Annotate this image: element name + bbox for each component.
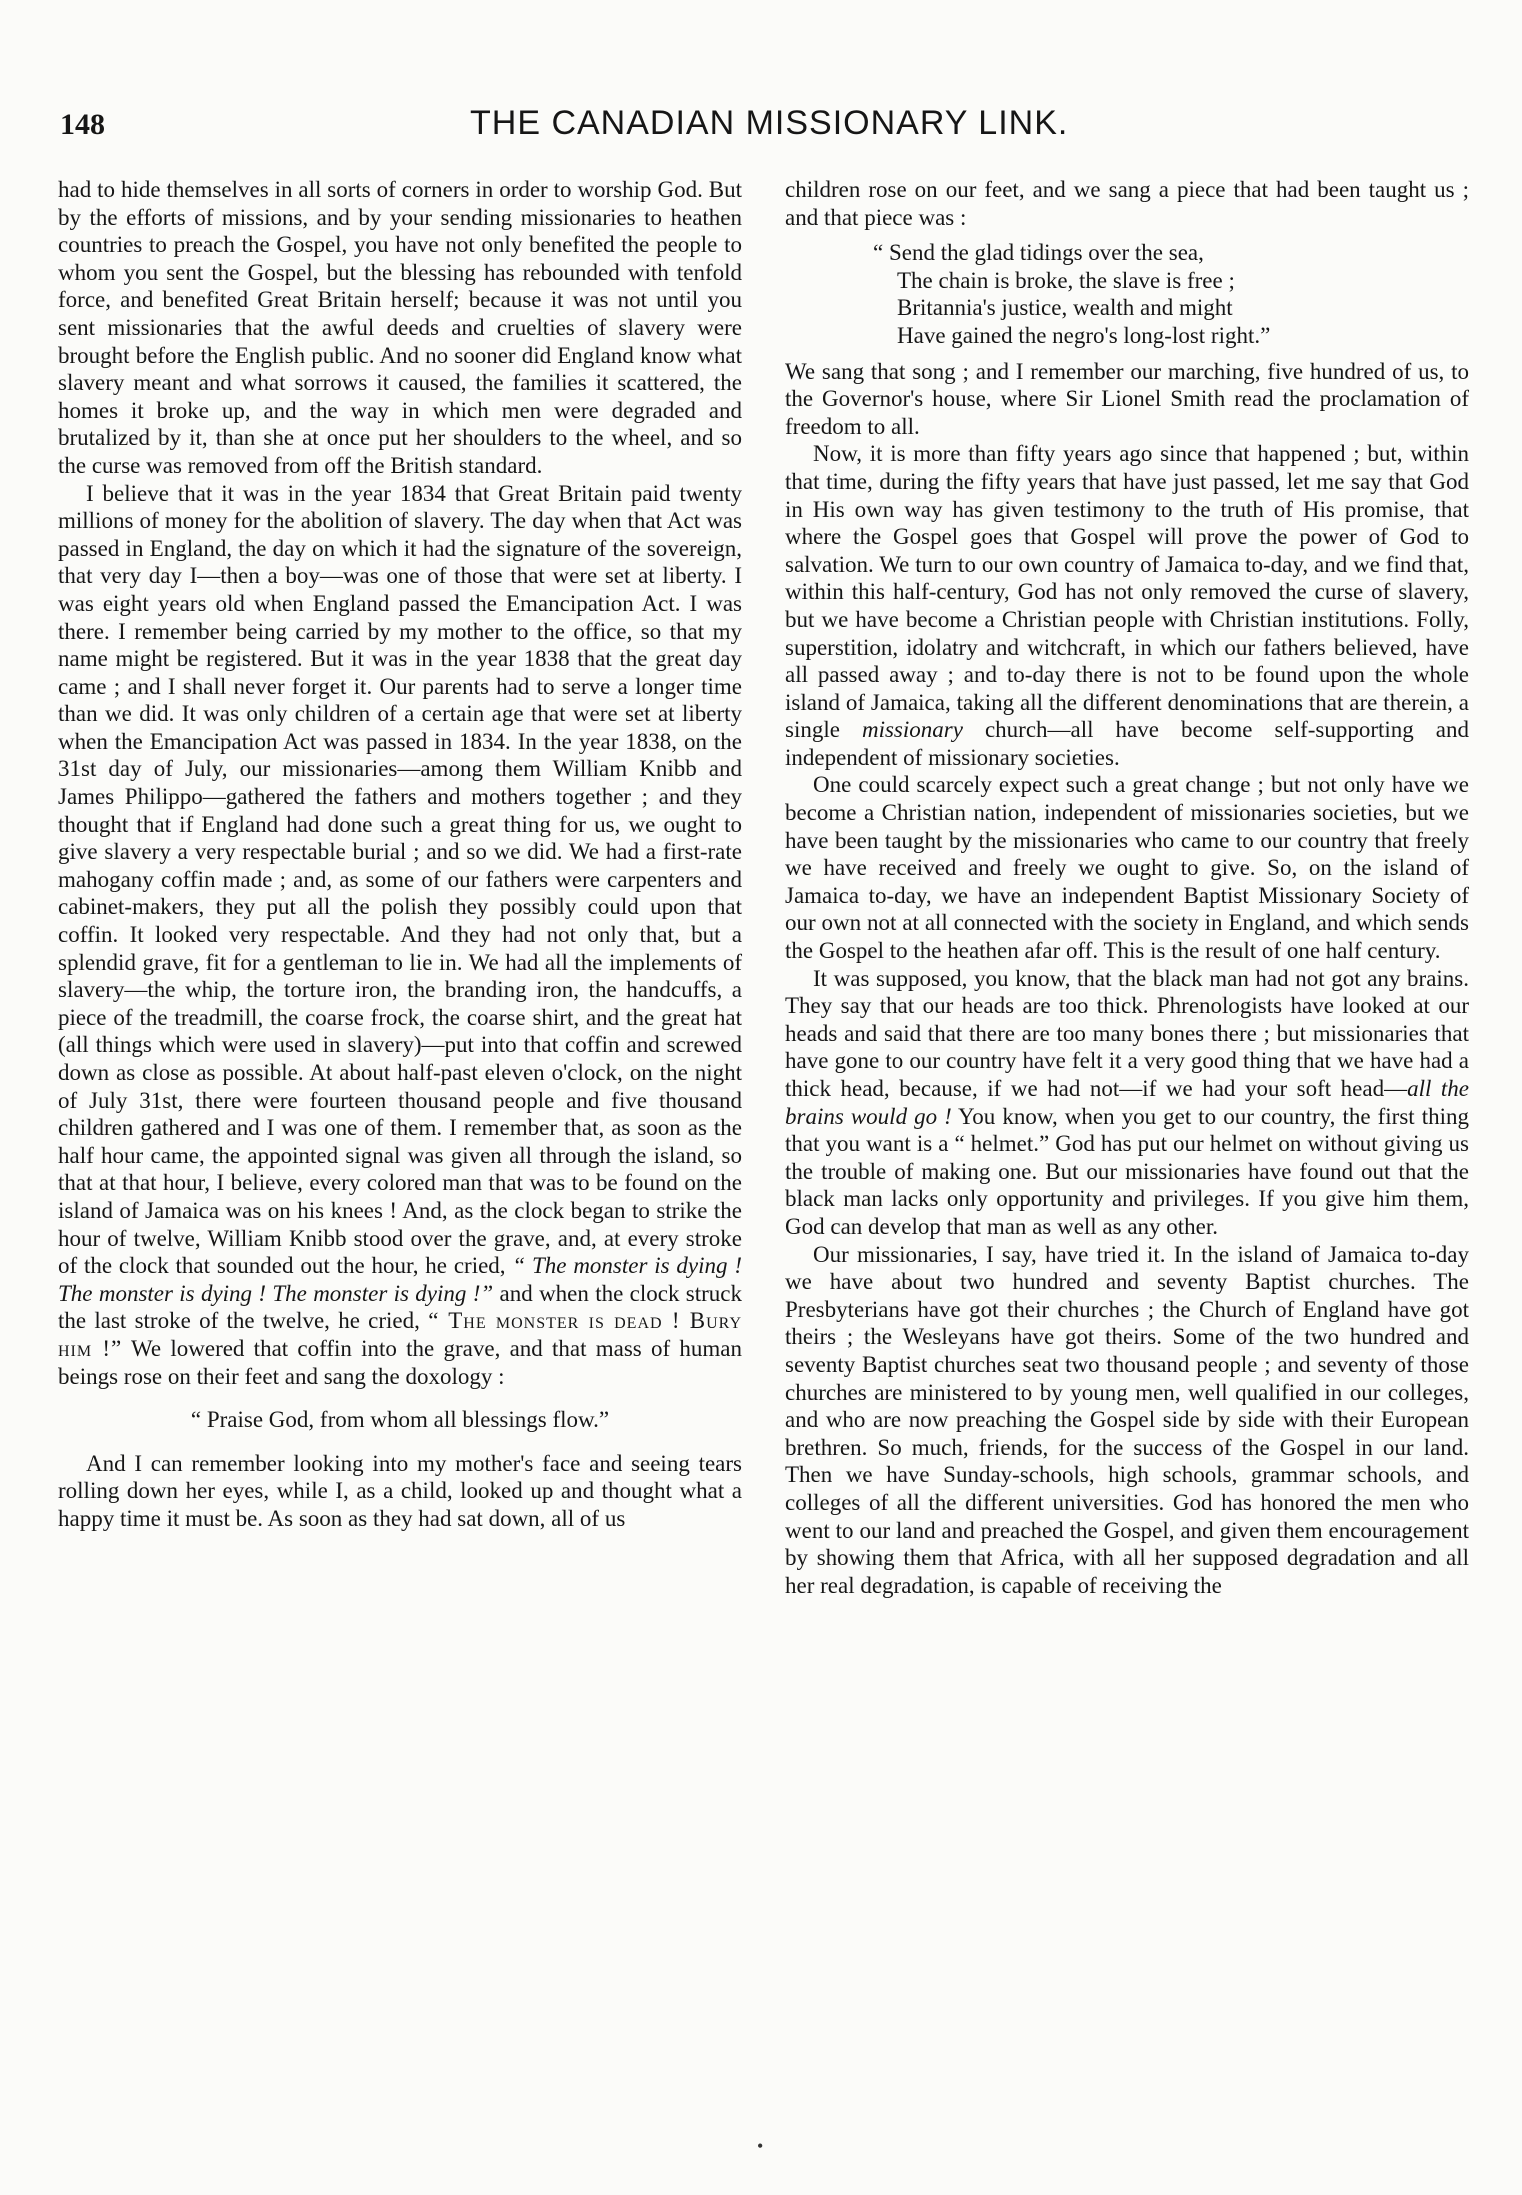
right-paragraph-5-text: It was supposed, you know, that the black man had not got any brains. They say that our heads are too thick. Phrenologists have looked at our heads and said that there are too many bones there ; but missionaries that have gone to our country have felt it a very good thing that we have had a thick head, because, if we had not—if we had your soft head— xyxy=(785,965,1469,1101)
left-paragraph-2-text: I believe that it was in the year 1834 that Great Britain paid twenty millions of money for the abolition of slavery. The day when that Act was passed in England, the day on which it had the signature of the sovereign, that very day I—then a boy—was one of those that were set at liberty. I was eight years old when England passed the Emancipation Act. I was there. I remember being carried by my mother to the office, so that my name might be registered. But it was in the year 1838 that the great day came ; and I shall never forget it. Our parents had to serve a longer time than we did. It was only children of a certain age that were set at liberty when the Emancipation Act was passed in 1834. In the year 1838, on the 31st day of July, our missionaries—among them William Knibb and James Philippo—gathered the fathers and mothers together ; and they thought that if England had done such a great thing for us, we ought to give slavery a very respectable burial ; and so we did. We had a first-rate mahogany coffin made ; and, as some of our fathers were carpenters and cabinet-makers, they put all the polish they possibly could upon that coffin. It looked very respectable. And they had not only that, but a splendid grave, fit for a gentleman to lie in. We had all the implements of slavery—the whip, the torture iron, the branding iron, the handcuffs, a piece of the treadmill, the coarse frock, the coarse shirt, and the great hat (all things which were used in slavery)—put into that coffin and screwed down as close as possible. At about half-past eleven o'clock, on the night of July 31st, there were fourteen thousand people and five thousand children gathered and I was one of them. I remember that, as soon as the half hour came, the appointed signal was given all through the island, so that at that hour, I believe, every colored man that was to be found on the island of Jamaica was on his knees ! And, as the clock began to strike the hour of twelve, William Knibb stood over the grave, and, at every stroke of the clock that sounded out the hour, he cried, xyxy=(58,480,742,1279)
page-number: 148 xyxy=(60,108,105,141)
right-paragraph-3-text: Now, it is more than fifty years ago since that happened ; but, within that time, during the fifty years that have just passed, let me say that God in His own way has given testimony to the truth of His promise, that where the Gospel goes that Gospel will prove the power of God to salvation. We turn to our own country of Jamaica to-day, and we find that, within this half-century, God has not only removed the curse of slavery, but we have become a Christian people with Christian institutions. Folly, superstition, idolatry and witchcraft, in which our fathers believed, have all passed away ; and to-day there is not to be found upon the whole island of Jamaica, taking all the different denominations that are therein, a single xyxy=(785,441,1469,743)
page-header xyxy=(60,104,1500,148)
left-paragraph-2-mid: and when the clock struck the last stroke of the twelve, he cried, xyxy=(58,1280,742,1334)
left-paragraph-3: And I can remember looking into my mother's face and seeing tears rolling down her eyes, while I, as a child, looked up and thought what a happy time it must be. As soon as they had sat down, all of us xyxy=(58,1450,742,1531)
right-paragraph-5-end: You know, when you get to our country, the first thing that you want is a “ helmet.” God has put our helmet on without giving us the trouble of making one. But our missionaries have found out that the black man lacks only opportunity and privileges. If you give him them, God can develop that man as well as any other. xyxy=(785,1103,1469,1239)
journal-title: THE CANADIAN MISSIONARY LINK. xyxy=(470,104,1069,142)
monster-dying-quote: “ The monster is dying ! The monster is dying ! The monster is dying !” xyxy=(58,1253,743,1306)
right-paragraph-3-end: church—all have become self-supporting and independent of missionary societies. xyxy=(785,717,1470,770)
brains-italic: all the brains would go ! xyxy=(785,1076,1469,1129)
right-paragraph-3 xyxy=(785,440,1469,771)
verse-line: The chain is broke, the slave is free ; xyxy=(897,267,1235,293)
verse-line: “ Send the glad tidings over the sea, xyxy=(873,240,1204,266)
monster-dead-quote: “ The monster is dead ! Bury him !” xyxy=(58,1308,743,1361)
print-mark: • xyxy=(757,2136,764,2156)
left-paragraph-1: had to hide themselves in all sorts of corners in order to worship God. But by the efforts of missions, and by your sending missionaries to heathen countries to preach the Gospel, you have not only benefited the people to whom you sent the Gospel, but the blessing has rebounded with tenfold force, and benefited Great Britain herself; because it was not until you sent missionaries that the awful deeds and cruelties of slavery were brought before the English public. And no sooner did England know what slavery meant and what sorrows it caused, the families it scattered, the homes it broke up, and the way in which men were degraded and brutalized by it, than she at once put her shoulders to the wheel, and so the curse was removed from off the British standard. xyxy=(58,177,742,478)
verse-line: Have gained the negro's long-lost right.” xyxy=(897,322,1271,348)
song-verse xyxy=(785,239,1469,349)
right-column xyxy=(785,176,1469,1599)
right-paragraph-2: We sang that song ; and I remember our marching, five hundred of us, to the Governor's house, where Sir Lionel Smith read the proclamation of freedom to all. xyxy=(785,358,1469,439)
doxology-quote: “ Praise God, from whom all blessings flow.” xyxy=(190,1407,610,1433)
verse-line: Britannia's justice, wealth and might xyxy=(897,295,1233,321)
right-paragraph-1: children rose on our feet, and we sang a piece that had been taught us ; and that piece was : xyxy=(785,177,1469,230)
left-paragraph-2-end: We lowered that coffin into the grave, and that mass of human beings rose on their feet and sang the doxology : xyxy=(58,1335,742,1389)
left-column xyxy=(58,176,742,1533)
right-paragraph-5 xyxy=(785,965,1469,1241)
missionary-italic: missionary xyxy=(861,717,963,743)
right-paragraph-6: Our missionaries, I say, have tried it. In the island of Jamaica to-day we have about two hundred and seventy Baptist churches. The Presbyterians have got their churches ; the Church of England have got theirs ; the Wesleyans have got theirs. Some of the two hundred and seventy Baptist churches seat two thousand people ; and seventy of those churches are ministered to by young men, well qualified in our colleges, and who are now preaching the Gospel side by side with their European brethren. So much, friends, for the success of the Gospel in our land. Then we have Sunday-schools, high schools, grammar schools, and colleges of all the different universities. God has honored the men who went to our land and preached the Gospel, and given them encouragement by showing them that Africa, with all her supposed degradation and all her real degradation, is capable of receiving the xyxy=(785,1241,1469,1598)
left-paragraph-2 xyxy=(58,480,742,1391)
right-paragraph-4: One could scarcely expect such a great change ; but not only have we become a Christian nation, independent of missionaries societies, but we have been taught by the missionaries who came to our country that freely we have received and freely we ought to give. So, on the island of Jamaica to-day, we have an independent Baptist Missionary Society of our own not at all connected with the society in England, and which sends the Gospel to the heathen afar off. This is the result of one half century. xyxy=(785,772,1469,964)
